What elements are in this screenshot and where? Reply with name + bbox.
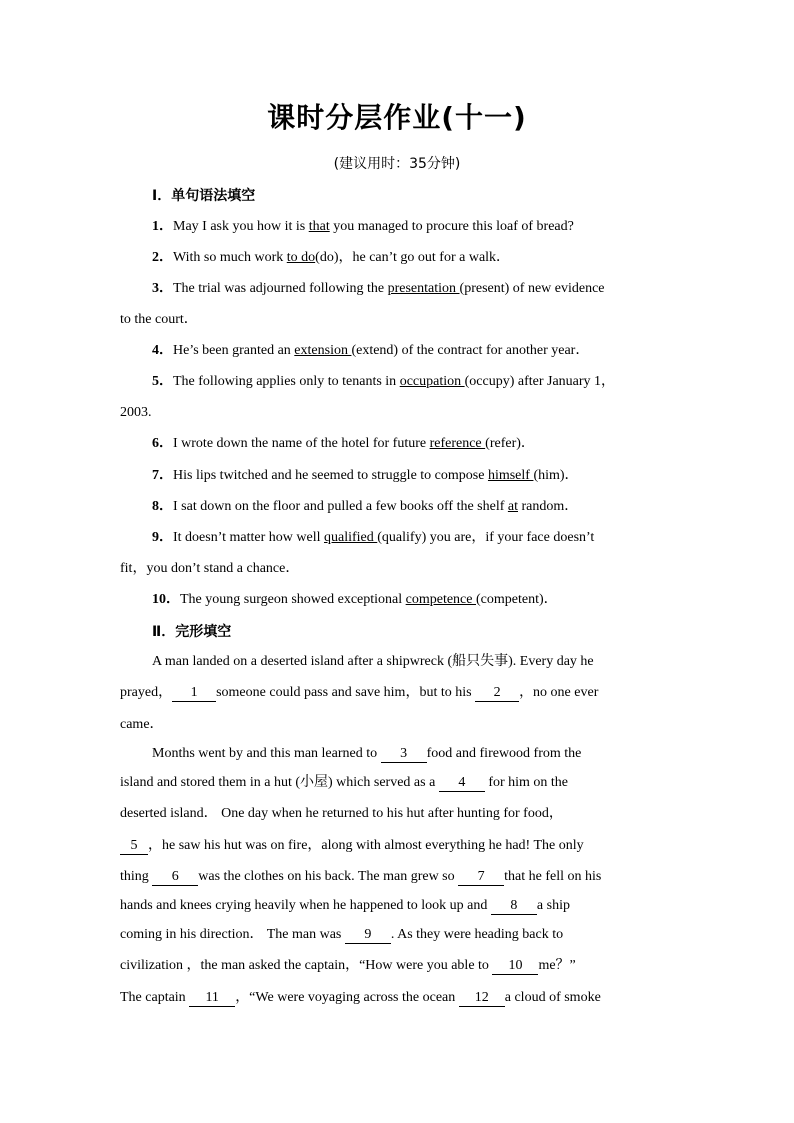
answer: himself xyxy=(487,468,534,483)
answer: occupation xyxy=(399,374,465,389)
answer: qualified xyxy=(324,530,378,545)
cloze-line: deserted island． One day when he returned to his hut after hunting for food， xyxy=(120,806,563,821)
question-10: 10．The young surgeon showed exceptional competence (competent)． xyxy=(152,592,558,607)
question-9: 9．It doesn’t matter how well qualified (qualify) you are，if your face doesn’t xyxy=(152,530,595,545)
answer: extension xyxy=(294,343,352,358)
answer: to do xyxy=(286,250,316,265)
answer: that xyxy=(308,219,330,234)
question-1: 1．May I ask you how it is that you managed to procure this loaf of bread? xyxy=(152,219,574,234)
cloze-line: coming in his direction． The man was 9 . As they were heading back to xyxy=(120,927,564,942)
question-7: 7．His lips twitched and he seemed to struggle to compose himself (him)． xyxy=(152,468,579,483)
question-5-continued: 2003. xyxy=(120,405,152,420)
answer: presentation xyxy=(387,281,460,296)
question-5: 5．The following applies only to tenants in occupation (occupy) after January 1， xyxy=(152,374,616,389)
blank-10: 10 xyxy=(492,958,538,975)
question-4: 4．He’s been granted an extension (extend) of the contract for another year． xyxy=(152,343,590,358)
cloze-line: island and stored them in a hut (小屋) which served as a 4 for him on the xyxy=(120,775,569,790)
answer: competence xyxy=(405,592,476,607)
question-9-continued: fit，you don’t stand a chance． xyxy=(120,561,300,576)
blank-6: 6 xyxy=(152,869,198,886)
answer: at xyxy=(507,499,518,514)
time-suggestion: (建议用时：35分钟) xyxy=(333,156,461,172)
blank-7: 7 xyxy=(458,869,504,886)
question-6: 6．I wrote down the name of the hotel for future reference (refer)． xyxy=(152,436,535,451)
cloze-line: hands and knees crying heavily when he happened to look up and 8 a ship xyxy=(120,898,570,913)
cloze-line: The captain 11 ，“We were voyaging across the ocean 12 a cloud of smoke xyxy=(120,990,601,1005)
cloze-line: thing 6 was the clothes on his back. The man grew so 7 that he fell on his xyxy=(120,869,602,884)
cloze-line: A man landed on a deserted island after a shipwreck (船只失事). Every day he xyxy=(152,654,594,669)
blank-5: 5 xyxy=(120,838,148,855)
cloze-line: 5 ，he saw his hut was on fire，along with almost everything he had! The only xyxy=(120,836,672,856)
blank-3: 3 xyxy=(381,746,427,763)
blank-2: 2 xyxy=(475,685,519,702)
question-3: 3．The trial was adjourned following the presentation (present) of new evidence xyxy=(152,281,605,296)
answer: reference xyxy=(429,436,486,451)
blank-1: 1 xyxy=(172,685,216,702)
question-8: 8．I sat down on the floor and pulled a few books off the shelf at random． xyxy=(152,499,579,514)
cloze-line: prayed， 1 someone could pass and save him，but to his 2 ，no one ever xyxy=(120,685,599,700)
section-heading-grammar: Ⅰ．单句语法填空 xyxy=(152,188,256,204)
blank-4: 4 xyxy=(439,775,485,792)
cloze-line: came． xyxy=(120,717,164,732)
question-3-continued: to the court． xyxy=(120,312,198,327)
section-heading-cloze: Ⅱ．完形填空 xyxy=(152,624,232,640)
blank-11: 11 xyxy=(189,990,235,1007)
cloze-line: Months went by and this man learned to 3 food and firewood from the xyxy=(152,746,582,761)
cloze-line: civilization ，the man asked the captain，“How were you able to 10 me？” xyxy=(120,958,576,973)
blank-9: 9 xyxy=(345,927,391,944)
page-title: 课时分层作业(十一) xyxy=(267,101,527,134)
blank-8: 8 xyxy=(491,898,537,915)
blank-12: 12 xyxy=(459,990,505,1007)
question-2: 2．With so much work to do(do)，he can’t go out for a walk． xyxy=(152,250,511,265)
